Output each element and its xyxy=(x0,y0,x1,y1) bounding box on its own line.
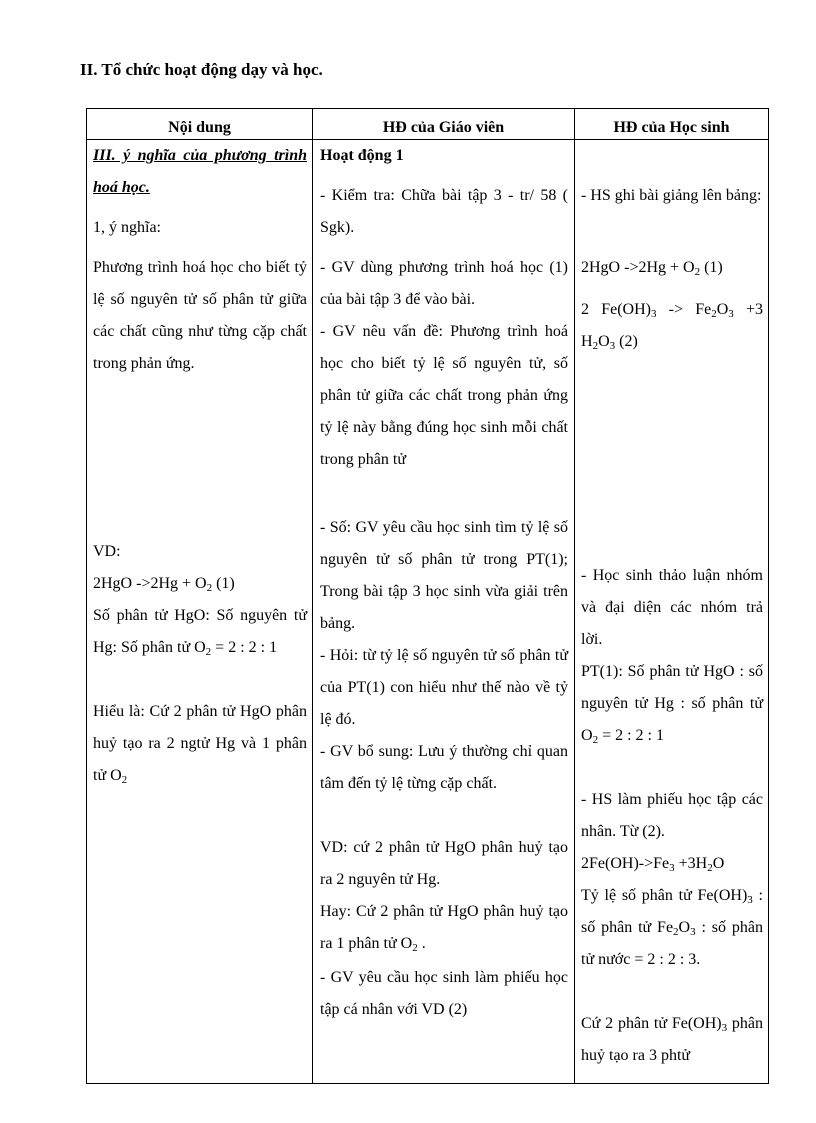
header-student: HĐ của Học sinh xyxy=(575,109,769,140)
header-teacher: HĐ của Giáo viên xyxy=(313,109,575,140)
teacher-p9: - GV yêu cầu học sinh làm phiếu học tập cá nhân với VD (2) xyxy=(320,969,568,1018)
table-row xyxy=(87,140,769,1084)
meaning-text: Phương trình hoá học cho biết tỷ lệ số nguyên tử số phân tử giữa các chất cũng như từng cặp chất trong phản ứng. xyxy=(93,259,307,372)
teacher-p3: - GV nêu vấn đề: Phương trình hoá học cho biết tỷ lệ số nguyên tử, số phân tử giữa các chất trong phản ứng tỷ lệ này bằng đúng học sinh mỗi chất trong phân tử xyxy=(320,323,568,468)
teacher-p6: - GV bổ sung: Lưu ý thường chỉ quan tâm đến tỷ lệ từng cặp chất. xyxy=(320,743,568,792)
student-p6: Tỷ lệ số phân tử $Fe(OH)_3$ : số phân tử $Fe_2O_3$ : số phân tử nước = 2 : 2 : 3. xyxy=(581,887,763,968)
teacher-p2: - GV dùng phương trình hoá học (1) của bài tập 3 để vào bài. xyxy=(320,259,568,308)
vd-meaning: Hiểu là: Cứ 2 phân tử HgO phân huỷ tạo ra 2 ngtử Hg và 1 phân tử $O_2$ xyxy=(93,703,307,786)
student-p4: - HS làm phiếu học tập các nhân. Từ (2). xyxy=(581,791,763,840)
student-p3: PT(1): Số phân tử HgO : số nguyên tử Hg : số phân tử $O_2 = 2$ : 2 : 1 xyxy=(581,663,763,746)
meaning-label: 1, ý nghĩa: xyxy=(93,219,161,236)
teacher-p1: - Kiểm tra: Chữa bài tập 3 - tr/ 58 ( Sgk). xyxy=(320,187,568,236)
teacher-p4: - Số: GV yêu cầu học sinh tìm tỷ lệ số nguyên tử số phân tử trong PT(1); Trong bài tập 3 học sinh vừa giải trên bảng. xyxy=(320,519,568,632)
student-eq1: 2HgO $->2Hg + O_2$ (1) xyxy=(581,259,723,278)
teacher-p8: Hay: Cứ 2 phân tử HgO phân huỷ tạo ra 1 phân tử $O_2$ . xyxy=(320,903,568,954)
content-cell xyxy=(87,140,313,1084)
section-heading: II. Tổ chức hoạt động dạy và học. xyxy=(80,60,323,79)
student-p5: $2Fe(OH)->Fe_3 +3H_2O$ xyxy=(581,855,725,874)
teacher-activity-title: Hoạt động 1 xyxy=(320,147,404,164)
teacher-p7: VD: cứ 2 phân tử HgO phân huỷ tạo ra 2 nguyên tử Hg. xyxy=(320,839,568,888)
student-eq2: 2 $Fe(OH)_3 -> Fe_2O_3 +3$ $H_2O_3$ (2) xyxy=(581,301,763,352)
student-p7: Cứ 2 phân tử $Fe(OH)_3$ phân huỷ tạo ra 3 phtử xyxy=(581,1015,763,1064)
table-header-row xyxy=(87,109,769,140)
header-content: Nội dung xyxy=(87,109,313,140)
lesson-table xyxy=(86,108,769,1084)
vd-equation: 2HgO $->2Hg + O_2$ (1) xyxy=(93,575,235,594)
teacher-cell xyxy=(313,140,575,1084)
student-p1: - HS ghi bài giảng lên bảng: xyxy=(581,187,762,204)
content-section-title: III. ý nghĩa của phương trình hoá học. xyxy=(93,147,307,196)
teacher-p5: - Hỏi: từ tỷ lệ số nguyên tử số phân tử của PT(1) con hiểu như thế nào về tỷ lệ đó. xyxy=(320,647,568,728)
student-p2: - Học sinh thảo luận nhóm và đại diện các nhóm trả lời. xyxy=(581,567,763,648)
vd-ratio: Số phân tử HgO: Số nguyên tử Hg: Số phân tử $O_2 = 2$ : 2 : 1 xyxy=(93,607,307,658)
student-cell xyxy=(575,140,769,1084)
vd-label: VD: xyxy=(93,543,121,560)
